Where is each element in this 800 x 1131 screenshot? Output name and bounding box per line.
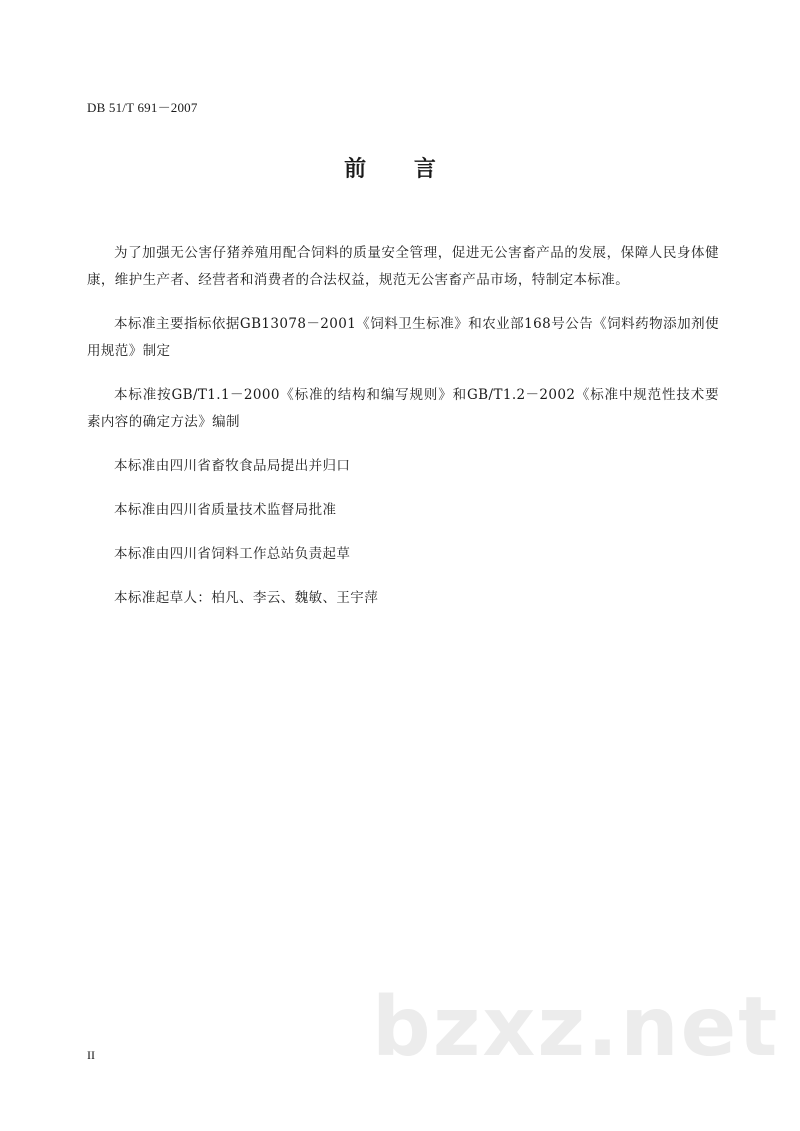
paragraph-proposer: 本标准由四川省畜牧食品局提出并归口 xyxy=(114,458,351,474)
foreword-body xyxy=(87,240,719,629)
page-title: 前 言 xyxy=(344,157,456,182)
document-code: DB 51/T 691－2007 xyxy=(87,100,198,115)
watermark-logo: bzxz.net xyxy=(372,980,780,1075)
paragraph-basis: 本标准主要指标依据GB13078－2001《饲料卫生标准》和农业部168号公告《饲料药物添加剂使用规范》制定 xyxy=(87,316,719,359)
paragraph-drafting-rules: 本标准按GB/T1.1－2000《标准的结构和编写规则》和GB/T1.2－2002《标准中规范性技术要素内容的确定方法》编制 xyxy=(87,387,719,430)
paragraph-drafter-org: 本标准由四川省饲料工作总站负责起草 xyxy=(114,546,351,562)
paragraph-drafters: 本标准起草人：柏凡、李云、魏敏、王宇萍 xyxy=(114,590,379,606)
paragraph-approver: 本标准由四川省质量技术监督局批准 xyxy=(114,502,337,518)
paragraph-purpose: 为了加强无公害仔猪养殖用配合饲料的质量安全管理，促进无公害畜产品的发展，保障人民身体健康，维护生产者、经营者和消费者的合法权益，规范无公害畜产品市场，特制定本标准。 xyxy=(87,245,719,288)
page-number: II xyxy=(87,1048,95,1062)
